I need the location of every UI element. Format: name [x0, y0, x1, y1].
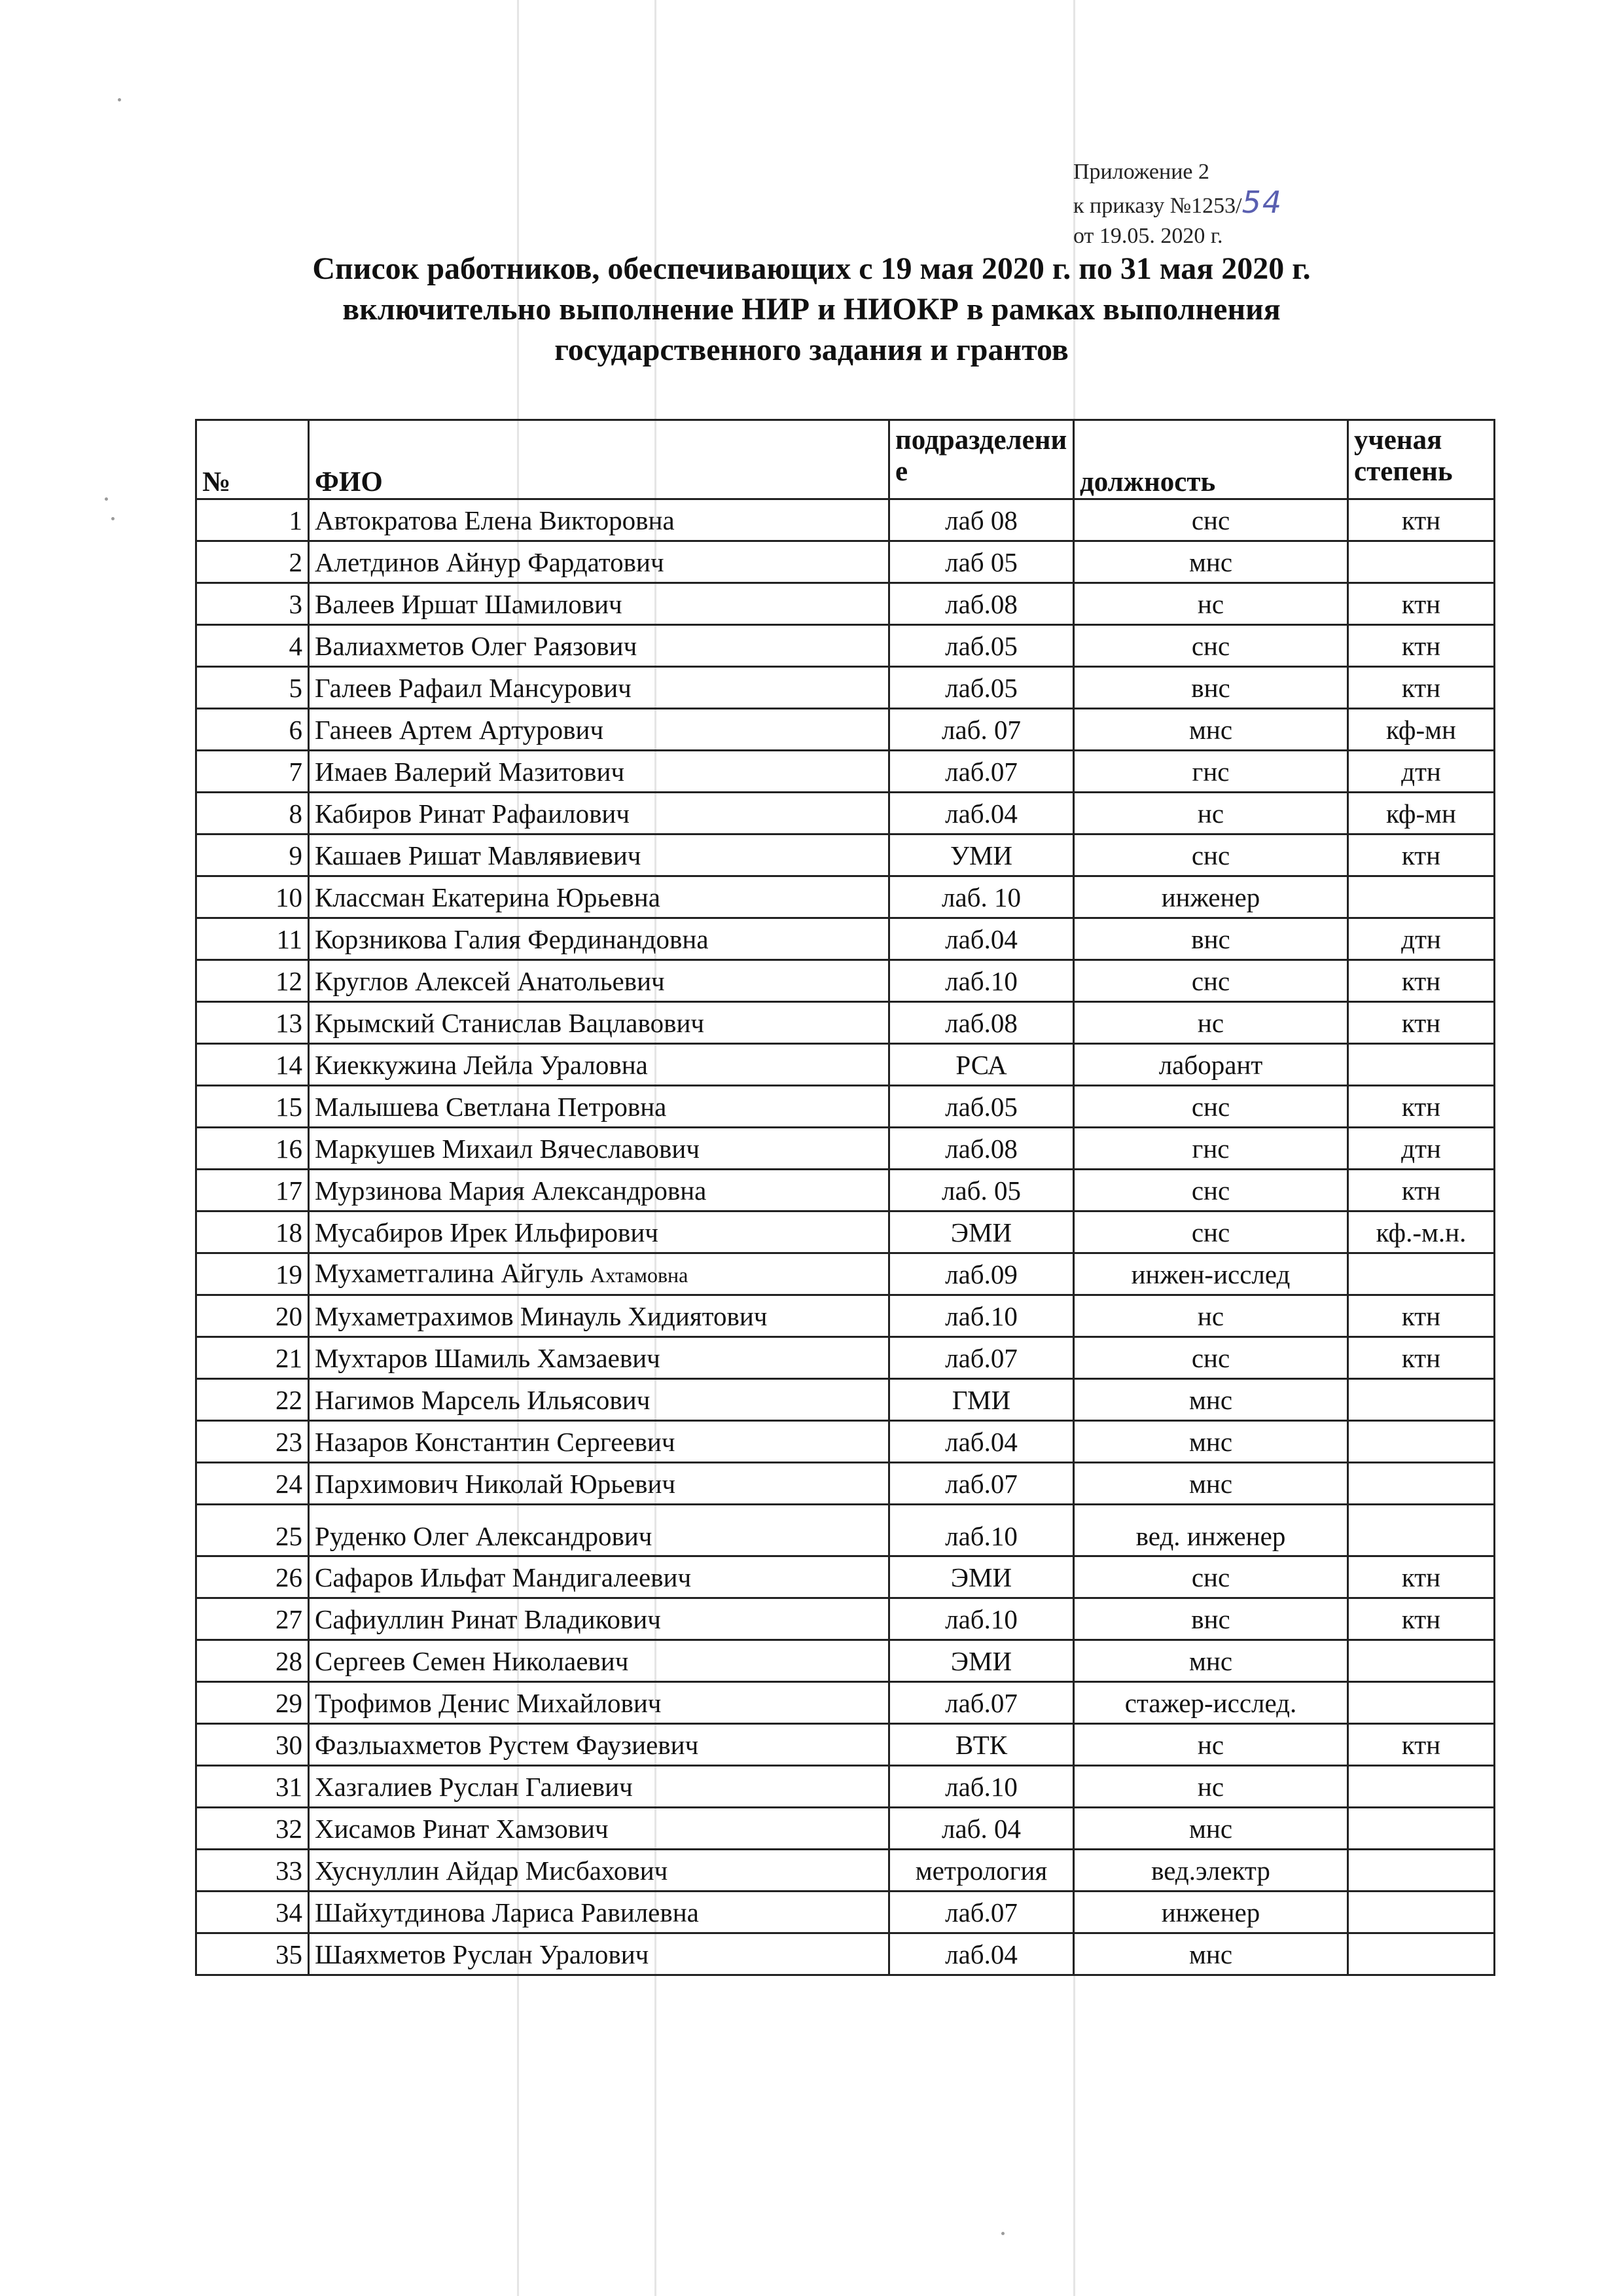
academic-degree: ктн [1348, 834, 1495, 876]
scan-speck [111, 517, 115, 520]
table-row [196, 1640, 1495, 1682]
employee-name: Сергеев Семен Николаевич [309, 1640, 889, 1682]
academic-degree [1348, 1421, 1495, 1463]
department: лаб.08 [889, 583, 1074, 625]
position: гнс [1074, 751, 1348, 793]
department: лаб.10 [889, 1505, 1074, 1556]
row-number: 4 [196, 625, 309, 667]
table-row [196, 1463, 1495, 1505]
academic-degree: ктн [1348, 1556, 1495, 1598]
academic-degree: дтн [1348, 1128, 1495, 1170]
employee-name: Валеев Иршат Шамилович [309, 583, 889, 625]
academic-degree [1348, 1379, 1495, 1421]
title-line: включительно выполнение НИР и НИОКР в рамках выполнения [342, 292, 1281, 327]
row-number: 9 [196, 834, 309, 876]
academic-degree: дтн [1348, 918, 1495, 960]
employee-name: Руденко Олег Александрович [309, 1505, 889, 1556]
employee-name: Пархимович Николай Юрьевич [309, 1463, 889, 1505]
row-number: 25 [196, 1505, 309, 1556]
table-row [196, 625, 1495, 667]
employee-name: Алетдинов Айнур Фардатович [309, 541, 889, 583]
department: ЭМИ [889, 1211, 1074, 1253]
table-row [196, 1253, 1495, 1295]
scan-speck [105, 497, 108, 501]
department: лаб. 05 [889, 1170, 1074, 1211]
position: внс [1074, 1598, 1348, 1640]
employee-name: Корзникова Галия Фердинандовна [309, 918, 889, 960]
header-position: должность [1074, 420, 1348, 499]
department: лаб.08 [889, 1128, 1074, 1170]
table-row [196, 1044, 1495, 1086]
position: снс [1074, 1170, 1348, 1211]
position: снс [1074, 960, 1348, 1002]
table-row [196, 1337, 1495, 1379]
academic-degree: кф-мн [1348, 709, 1495, 751]
table-row [196, 1002, 1495, 1044]
row-number: 17 [196, 1170, 309, 1211]
position: нс [1074, 1766, 1348, 1808]
staff-table [195, 419, 1495, 1976]
position: внс [1074, 667, 1348, 709]
row-number: 2 [196, 541, 309, 583]
position: стажер-исслед. [1074, 1682, 1348, 1724]
table-row [196, 1682, 1495, 1724]
position: нс [1074, 1002, 1348, 1044]
employee-name: Круглов Алексей Анатольевич [309, 960, 889, 1002]
table-row [196, 1379, 1495, 1421]
employee-name: Киеккужина Лейла Ураловна [309, 1044, 889, 1086]
department: ЭМИ [889, 1556, 1074, 1598]
header-name: ФИО [309, 420, 889, 499]
department: лаб.05 [889, 625, 1074, 667]
department: лаб.07 [889, 1892, 1074, 1933]
scan-speck [1001, 2232, 1005, 2235]
table-row [196, 876, 1495, 918]
position: снс [1074, 1086, 1348, 1128]
department: лаб.05 [889, 1086, 1074, 1128]
row-number: 19 [196, 1253, 309, 1295]
row-number: 8 [196, 793, 309, 834]
academic-degree: ктн [1348, 625, 1495, 667]
department: лаб. 07 [889, 709, 1074, 751]
department: лаб.04 [889, 1933, 1074, 1975]
employee-name: Мурзинова Мария Александровна [309, 1170, 889, 1211]
row-number: 14 [196, 1044, 309, 1086]
academic-degree [1348, 1850, 1495, 1892]
position: мнс [1074, 1463, 1348, 1505]
academic-degree: ктн [1348, 583, 1495, 625]
department: лаб.10 [889, 1598, 1074, 1640]
position: мнс [1074, 1808, 1348, 1850]
department: УМИ [889, 834, 1074, 876]
department: лаб.07 [889, 751, 1074, 793]
row-number: 20 [196, 1295, 309, 1337]
row-number: 35 [196, 1933, 309, 1975]
department: лаб.04 [889, 918, 1074, 960]
position: инжен-исслед [1074, 1253, 1348, 1295]
table-row [196, 1598, 1495, 1640]
position: мнс [1074, 541, 1348, 583]
academic-degree: ктн [1348, 1086, 1495, 1128]
row-number: 22 [196, 1379, 309, 1421]
header-unit: подразделение [889, 420, 1074, 499]
table-body [196, 499, 1495, 1975]
table-row [196, 541, 1495, 583]
table-row [196, 1766, 1495, 1808]
row-number: 27 [196, 1598, 309, 1640]
appendix-note [1073, 157, 1466, 251]
table-row [196, 751, 1495, 793]
table-row [196, 499, 1495, 541]
department: лаб.04 [889, 1421, 1074, 1463]
table-row [196, 1128, 1495, 1170]
order-number: к приказу №1253/ [1073, 194, 1242, 218]
academic-degree [1348, 541, 1495, 583]
employee-name: Кашаев Ришат Мавлявиевич [309, 834, 889, 876]
position: нс [1074, 1295, 1348, 1337]
academic-degree [1348, 1766, 1495, 1808]
header-number: № [196, 420, 309, 499]
department: ЭМИ [889, 1640, 1074, 1682]
table-row [196, 1556, 1495, 1598]
employee-name: Крымский Станислав Вацлавович [309, 1002, 889, 1044]
position: мнс [1074, 1640, 1348, 1682]
position: вед.электр [1074, 1850, 1348, 1892]
position: мнс [1074, 1379, 1348, 1421]
employee-name: Хисамов Ринат Хамзович [309, 1808, 889, 1850]
row-number: 1 [196, 499, 309, 541]
employee-name: Классман Екатерина Юрьевна [309, 876, 889, 918]
row-number: 15 [196, 1086, 309, 1128]
academic-degree [1348, 876, 1495, 918]
employee-name: Назаров Константин Сергеевич [309, 1421, 889, 1463]
employee-name: Шаяхметов Руслан Уралович [309, 1933, 889, 1975]
position: мнс [1074, 1933, 1348, 1975]
row-number: 10 [196, 876, 309, 918]
employee-name: Мусабиров Ирек Ильфирович [309, 1211, 889, 1253]
academic-degree: ктн [1348, 667, 1495, 709]
employee-name: Валиахметов Олег Раязович [309, 625, 889, 667]
department: ВТК [889, 1724, 1074, 1766]
academic-degree: кф-мн [1348, 793, 1495, 834]
position: лаборант [1074, 1044, 1348, 1086]
row-number: 34 [196, 1892, 309, 1933]
table-row [196, 918, 1495, 960]
position: гнс [1074, 1128, 1348, 1170]
academic-degree: ктн [1348, 960, 1495, 1002]
academic-degree: ктн [1348, 1002, 1495, 1044]
table-row [196, 960, 1495, 1002]
employee-name: Маркушев Михаил Вячеславович [309, 1128, 889, 1170]
position: снс [1074, 625, 1348, 667]
row-number: 7 [196, 751, 309, 793]
department: лаб.10 [889, 1766, 1074, 1808]
employee-name: Малышева Светлана Петровна [309, 1086, 889, 1128]
row-number: 26 [196, 1556, 309, 1598]
employee-name: Фазлыахметов Рустем Фаузиевич [309, 1724, 889, 1766]
position: инженер [1074, 1892, 1348, 1933]
academic-degree [1348, 1044, 1495, 1086]
row-number: 3 [196, 583, 309, 625]
position: нс [1074, 1724, 1348, 1766]
appendix-date: от 19.05. 2020 г. [1073, 224, 1223, 248]
department: лаб.07 [889, 1463, 1074, 1505]
row-number: 13 [196, 1002, 309, 1044]
department: ГМИ [889, 1379, 1074, 1421]
position: снс [1074, 1211, 1348, 1253]
department: лаб.07 [889, 1337, 1074, 1379]
title-line: Список работников, обеспечивающих с 19 мая 2020 г. по 31 мая 2020 г. [312, 251, 1311, 286]
academic-degree [1348, 1808, 1495, 1850]
row-number: 18 [196, 1211, 309, 1253]
table-row [196, 1808, 1495, 1850]
position: мнс [1074, 1421, 1348, 1463]
appendix-line: Приложение 2 [1073, 160, 1209, 184]
employee-name: Трофимов Денис Михайлович [309, 1682, 889, 1724]
position: снс [1074, 499, 1348, 541]
employee-name: Ганеев Артем Артурович [309, 709, 889, 751]
employee-name: Мухаметрахимов Минауль Хидиятович [309, 1295, 889, 1337]
row-number: 12 [196, 960, 309, 1002]
table-row [196, 667, 1495, 709]
handwritten-order-suffix: 54 [1241, 185, 1283, 220]
table-row [196, 1933, 1495, 1975]
table-row [196, 1505, 1495, 1556]
table-row [196, 1295, 1495, 1337]
row-number: 29 [196, 1682, 309, 1724]
header-degree: ученая степень [1348, 420, 1495, 499]
department: лаб.05 [889, 667, 1074, 709]
position: снс [1074, 1556, 1348, 1598]
academic-degree [1348, 1463, 1495, 1505]
academic-degree: ктн [1348, 1724, 1495, 1766]
academic-degree [1348, 1505, 1495, 1556]
employee-name: Шайхутдинова Лариса Равилевна [309, 1892, 889, 1933]
row-number: 24 [196, 1463, 309, 1505]
table-row [196, 834, 1495, 876]
table-row [196, 1086, 1495, 1128]
department: лаб.09 [889, 1253, 1074, 1295]
employee-name-main: Мухаметгалина Айгуль [315, 1258, 584, 1288]
academic-degree: ктн [1348, 499, 1495, 541]
row-number: 32 [196, 1808, 309, 1850]
department: метрология [889, 1850, 1074, 1892]
department: лаб 05 [889, 541, 1074, 583]
row-number: 6 [196, 709, 309, 751]
academic-degree [1348, 1682, 1495, 1724]
department: лаб 08 [889, 499, 1074, 541]
position: вед. инженер [1074, 1505, 1348, 1556]
row-number: 33 [196, 1850, 309, 1892]
row-number: 28 [196, 1640, 309, 1682]
row-number: 23 [196, 1421, 309, 1463]
table-row [196, 1170, 1495, 1211]
department: лаб. 10 [889, 876, 1074, 918]
department: лаб.10 [889, 960, 1074, 1002]
employee-name: Имаев Валерий Мазитович [309, 751, 889, 793]
department: лаб.08 [889, 1002, 1074, 1044]
academic-degree: кф.-м.н. [1348, 1211, 1495, 1253]
academic-degree: ктн [1348, 1295, 1495, 1337]
employee-name: Галеев Рафаил Мансурович [309, 667, 889, 709]
title-line: государственного задания и грантов [554, 332, 1069, 367]
row-number: 21 [196, 1337, 309, 1379]
employee-patronym: Ахтамовна [590, 1263, 688, 1287]
employee-name: Мухтаров Шамиль Хамзаевич [309, 1337, 889, 1379]
employee-name: Автократова Елена Викторовна [309, 499, 889, 541]
position: снс [1074, 834, 1348, 876]
table-row [196, 793, 1495, 834]
employee-name: Хуснуллин Айдар Мисбахович [309, 1850, 889, 1892]
academic-degree [1348, 1933, 1495, 1975]
row-number: 31 [196, 1766, 309, 1808]
position: нс [1074, 583, 1348, 625]
table-row [196, 1892, 1495, 1933]
academic-degree [1348, 1892, 1495, 1933]
position: инженер [1074, 876, 1348, 918]
department: лаб.07 [889, 1682, 1074, 1724]
order-reference [1073, 187, 1466, 221]
employee-name: Хазгалиев Руслан Галиевич [309, 1766, 889, 1808]
table-row [196, 1724, 1495, 1766]
position: мнс [1074, 709, 1348, 751]
academic-degree: дтн [1348, 751, 1495, 793]
table-row [196, 709, 1495, 751]
employee-name: Кабиров Ринат Рафаилович [309, 793, 889, 834]
row-number: 16 [196, 1128, 309, 1170]
department: РСА [889, 1044, 1074, 1086]
table-row [196, 1211, 1495, 1253]
document-title [281, 249, 1342, 370]
table-row [196, 583, 1495, 625]
row-number: 5 [196, 667, 309, 709]
table-row [196, 1421, 1495, 1463]
department: лаб.10 [889, 1295, 1074, 1337]
position: внс [1074, 918, 1348, 960]
academic-degree [1348, 1253, 1495, 1295]
department: лаб.04 [889, 793, 1074, 834]
scan-speck [118, 98, 121, 101]
academic-degree [1348, 1640, 1495, 1682]
position: нс [1074, 793, 1348, 834]
academic-degree: ктн [1348, 1598, 1495, 1640]
row-number: 11 [196, 918, 309, 960]
academic-degree: ктн [1348, 1337, 1495, 1379]
department: лаб. 04 [889, 1808, 1074, 1850]
position: снс [1074, 1337, 1348, 1379]
table-row [196, 1850, 1495, 1892]
employee-name: Сафиуллин Ринат Владикович [309, 1598, 889, 1640]
employee-name [309, 1253, 889, 1295]
employee-name: Сафаров Ильфат Мандигалеевич [309, 1556, 889, 1598]
row-number: 30 [196, 1724, 309, 1766]
academic-degree: ктн [1348, 1170, 1495, 1211]
table-header-row [196, 420, 1495, 499]
employee-name: Нагимов Марсель Ильясович [309, 1379, 889, 1421]
